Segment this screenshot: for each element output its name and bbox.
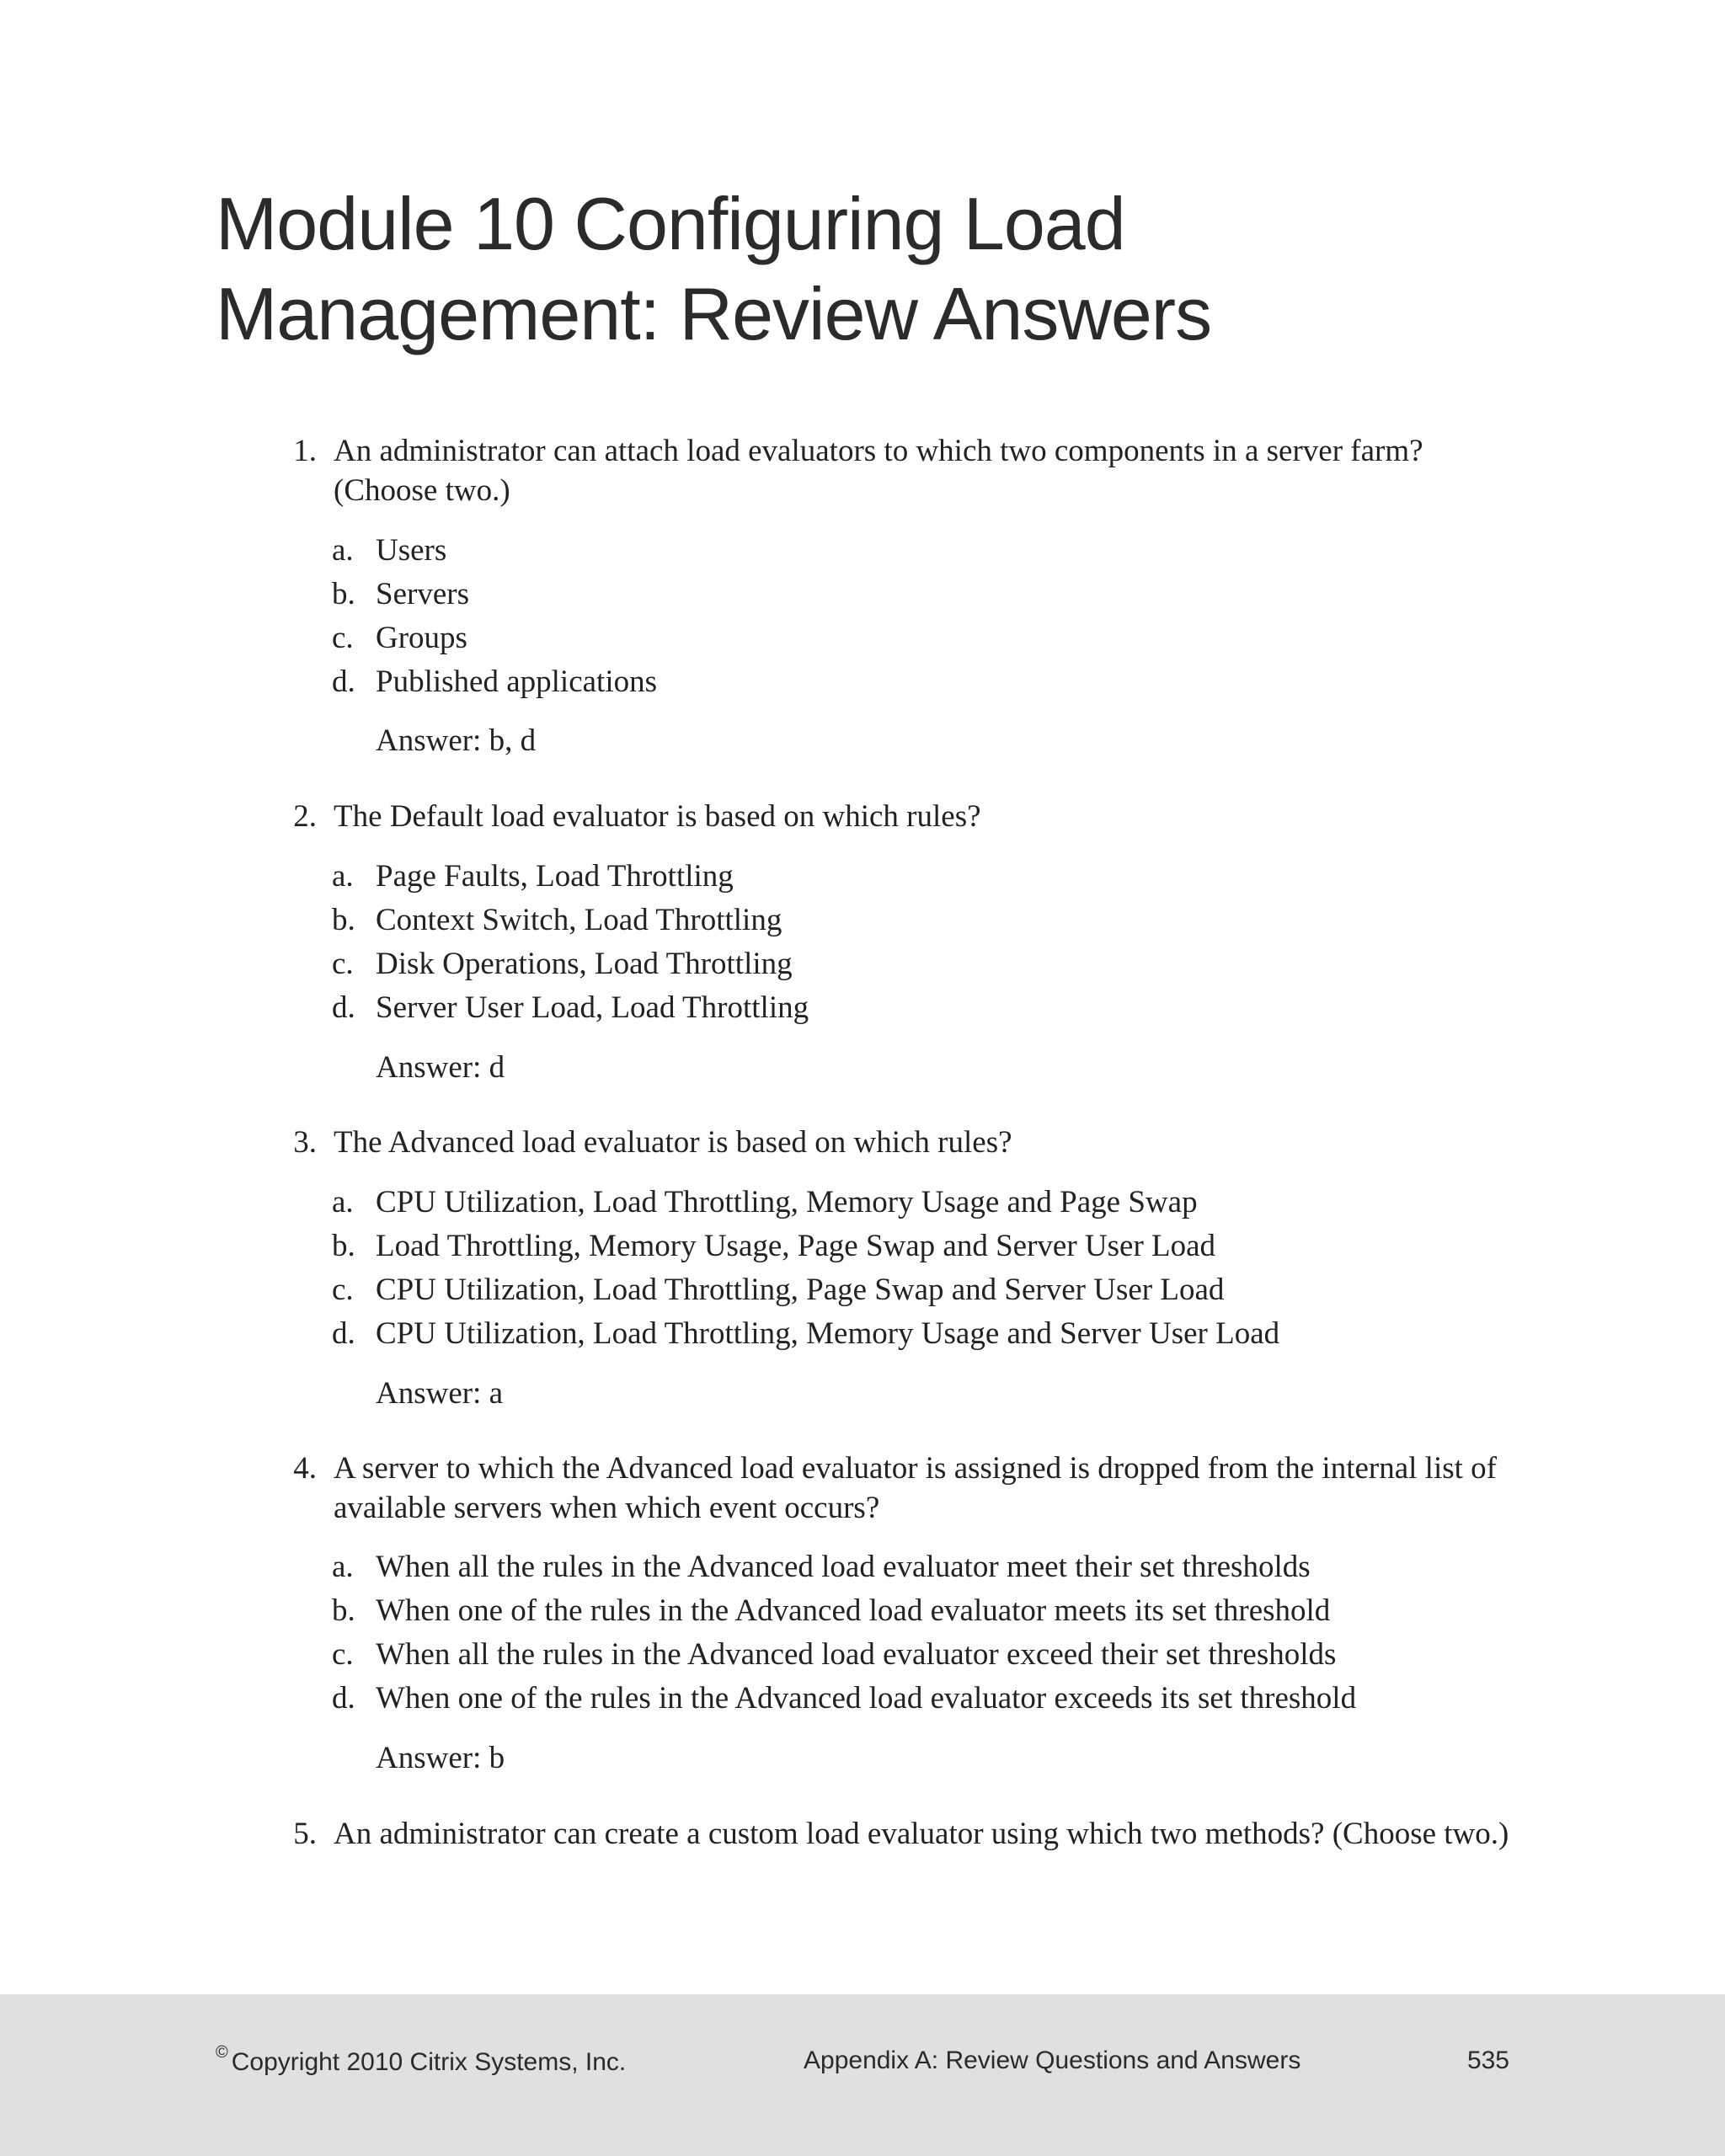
option-letter: c. <box>332 1273 354 1307</box>
question-4-answer: Answer: b <box>376 1741 505 1775</box>
option-letter: d. <box>332 990 355 1025</box>
option-letter: a. <box>332 1550 354 1584</box>
question-1-answer: Answer: b, d <box>376 723 537 758</box>
option-text: Published applications <box>376 664 657 699</box>
question-text: A server to which the Advanced load evaluator is assigned is dropped from the internal list of available servers when which event occurs? <box>334 1451 1497 1525</box>
option-letter: b. <box>332 903 355 937</box>
footer-section-title: Appendix A: Review Questions and Answers <box>804 2047 1301 2074</box>
question-1-option-d <box>332 664 657 701</box>
option-letter: d. <box>332 1316 355 1351</box>
question-2-stem <box>291 797 1514 836</box>
option-text: When one of the rules in the Advanced load evaluator exceeds its set threshold <box>376 1681 1357 1716</box>
question-number: 3. <box>293 1125 317 1160</box>
option-text: CPU Utilization, Load Throttling, Memory Usage and Page Swap <box>376 1185 1198 1219</box>
copyright-text: Copyright 2010 Citrix Systems, Inc. <box>231 2048 627 2076</box>
question-4-option-b <box>332 1593 1330 1630</box>
option-letter: d. <box>332 1681 355 1716</box>
question-1-option-b <box>332 576 469 613</box>
option-text: Server User Load, Load Throttling <box>376 990 809 1025</box>
page-title-line-1: Module 10 Configuring Load <box>216 182 1125 265</box>
page-number: 535 <box>1466 2047 1509 2074</box>
question-4-option-a <box>332 1549 1311 1586</box>
question-2-option-a <box>332 858 734 895</box>
option-letter: a. <box>332 859 354 894</box>
option-text: CPU Utilization, Load Throttling, Memory Usage and Server User Load <box>376 1316 1280 1351</box>
question-3-answer: Answer: a <box>376 1376 504 1411</box>
question-1-option-c <box>332 620 467 657</box>
question-2-answer: Answer: d <box>376 1050 505 1085</box>
option-letter: b. <box>332 1229 355 1263</box>
page-title <box>216 179 1563 359</box>
option-text: CPU Utilization, Load Throttling, Page Swap and Server User Load <box>376 1273 1225 1307</box>
option-text: Users <box>376 533 447 568</box>
footer-copyright <box>216 2043 627 2077</box>
question-number: 5. <box>293 1817 317 1851</box>
question-text: An administrator can create a custom load evaluator using which two methods? (Choose two.) <box>334 1817 1509 1851</box>
question-text: The Advanced load evaluator is based on which rules? <box>334 1125 1012 1160</box>
option-letter: a. <box>332 1185 354 1219</box>
option-text: Disk Operations, Load Throttling <box>376 947 793 981</box>
page-footer <box>0 1994 1725 2156</box>
question-3-option-c <box>332 1272 1224 1309</box>
option-letter: d. <box>332 664 355 699</box>
option-letter: c. <box>332 947 354 981</box>
question-1-option-a <box>332 532 446 569</box>
question-4-option-c <box>332 1636 1336 1673</box>
question-5-stem <box>291 1814 1514 1854</box>
question-1-stem <box>291 431 1514 510</box>
option-text: Load Throttling, Memory Usage, Page Swap and Server User Load <box>376 1229 1216 1263</box>
option-letter: b. <box>332 1593 355 1628</box>
question-number: 1. <box>293 434 317 468</box>
question-2-option-d <box>332 990 809 1027</box>
option-text: When one of the rules in the Advanced load evaluator meets its set threshold <box>376 1593 1331 1628</box>
question-text: The Default load evaluator is based on which rules? <box>334 799 981 834</box>
option-text: Page Faults, Load Throttling <box>376 859 734 894</box>
question-3-option-d <box>332 1315 1279 1353</box>
question-4-stem <box>291 1449 1514 1528</box>
option-text: Groups <box>376 621 467 655</box>
option-text: When all the rules in the Advanced load evaluator exceed their set thresholds <box>376 1637 1337 1672</box>
copyright-symbol: © <box>216 2043 228 2062</box>
option-text: Context Switch, Load Throttling <box>376 903 782 937</box>
question-number: 4. <box>293 1451 317 1486</box>
question-number: 2. <box>293 799 317 834</box>
question-3-stem <box>291 1123 1514 1162</box>
option-text: When all the rules in the Advanced load evaluator meet their set thresholds <box>376 1550 1311 1584</box>
question-text: An administrator can attach load evaluators to which two components in a server farm? (Choose two.) <box>334 434 1423 508</box>
option-letter: a. <box>332 533 354 568</box>
question-2-option-c <box>332 946 793 983</box>
page-title-line-2: Management: Review Answers <box>216 272 1212 355</box>
question-3-option-a <box>332 1184 1198 1221</box>
question-4-option-d <box>332 1680 1356 1717</box>
option-letter: c. <box>332 621 354 655</box>
option-letter: c. <box>332 1637 354 1672</box>
option-text: Servers <box>376 577 469 611</box>
question-3-option-b <box>332 1228 1215 1265</box>
option-letter: b. <box>332 577 355 611</box>
question-2-option-b <box>332 902 782 939</box>
